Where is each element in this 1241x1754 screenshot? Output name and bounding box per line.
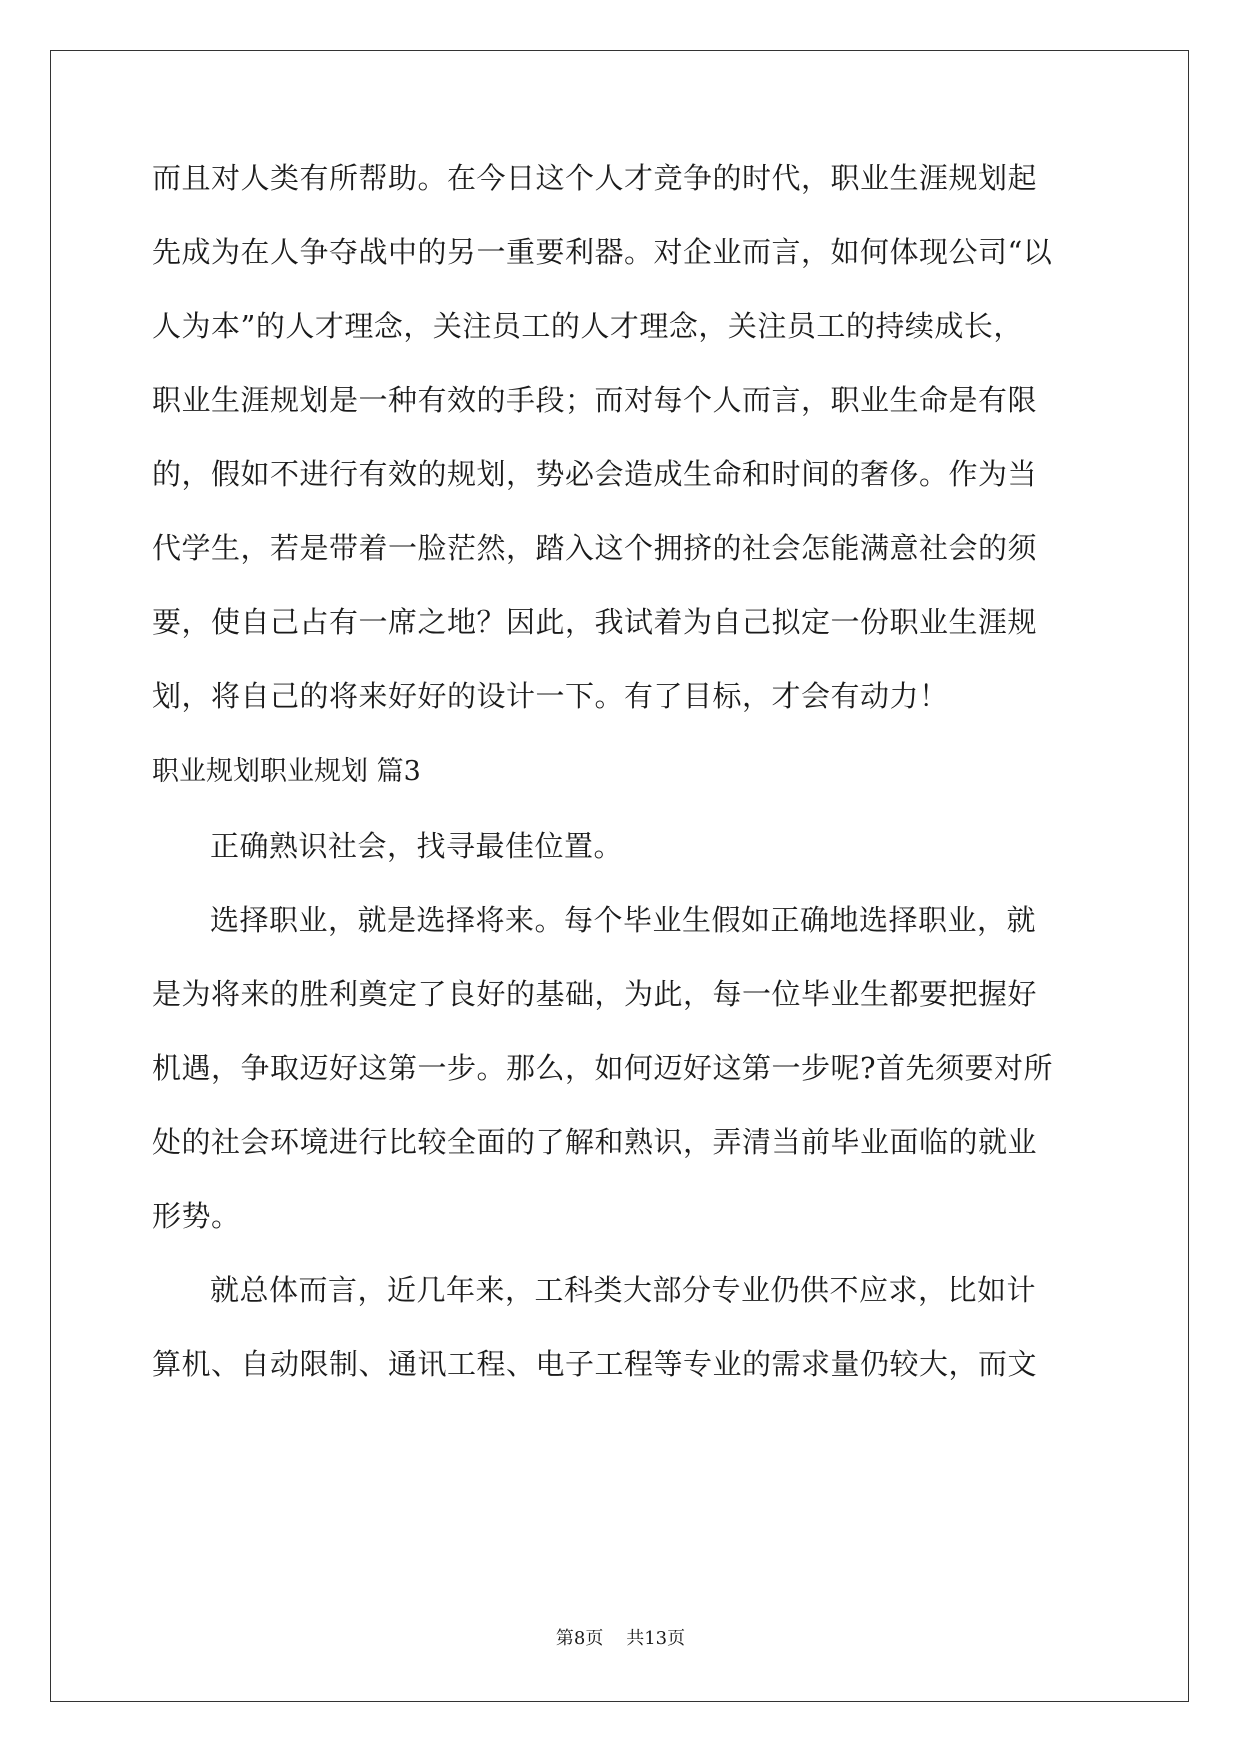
- body-line-1: 而且对人类有所帮助。在今日这个人才竞争的时代，职业生涯规划起: [152, 161, 1038, 195]
- body-line-8: 划，将自己的将来好好的设计一下。有了目标，才会有动力！: [152, 679, 949, 713]
- body-line-12: 是为将来的胜利奠定了良好的基础，为此，每一位毕业生都要把握好: [152, 977, 1038, 1011]
- body-line-15: 形势。: [152, 1199, 241, 1233]
- body-line-11: 选择职业，就是选择将来。每个毕业生假如正确地选择职业，就: [210, 903, 1037, 937]
- body-line-3: 人为本”的人才理念，关注员工的人才理念，关注员工的持续成长，: [152, 309, 1023, 343]
- body-line-14: 处的社会环境进行比较全面的了解和熟识，弄清当前毕业面临的就业: [152, 1125, 1038, 1159]
- section-heading: 职业规划职业规划 篇3: [152, 756, 421, 787]
- body-line-10: 正确熟识社会，找寻最佳位置。: [210, 829, 624, 863]
- body-line-16: 就总体而言，近几年来，工科类大部分专业仍供不应求，比如计: [210, 1273, 1037, 1307]
- body-line-13: 机遇，争取迈好这第一步。那么，如何迈好这第一步呢?首先须要对所: [152, 1051, 1054, 1085]
- page-number-footer: 第8页 共13页: [555, 1628, 686, 1649]
- body-line-4: 职业生涯规划是一种有效的手段；而对每个人而言，职业生命是有限: [152, 383, 1038, 417]
- body-line-17: 算机、自动限制、通讯工程、电子工程等专业的需求量仍较大，而文: [152, 1347, 1038, 1381]
- body-line-6: 代学生，若是带着一脸茫然，踏入这个拥挤的社会怎能满意社会的须: [152, 531, 1038, 565]
- body-line-5: 的，假如不进行有效的规划，势必会造成生命和时间的奢侈。作为当: [152, 457, 1038, 491]
- body-line-2: 先成为在人争夺战中的另一重要利器。对企业而言，如何体现公司“以: [152, 235, 1053, 269]
- page-border: [50, 50, 1189, 1702]
- body-line-7: 要，使自己占有一席之地？因此，我试着为自己拟定一份职业生涯规: [152, 605, 1038, 639]
